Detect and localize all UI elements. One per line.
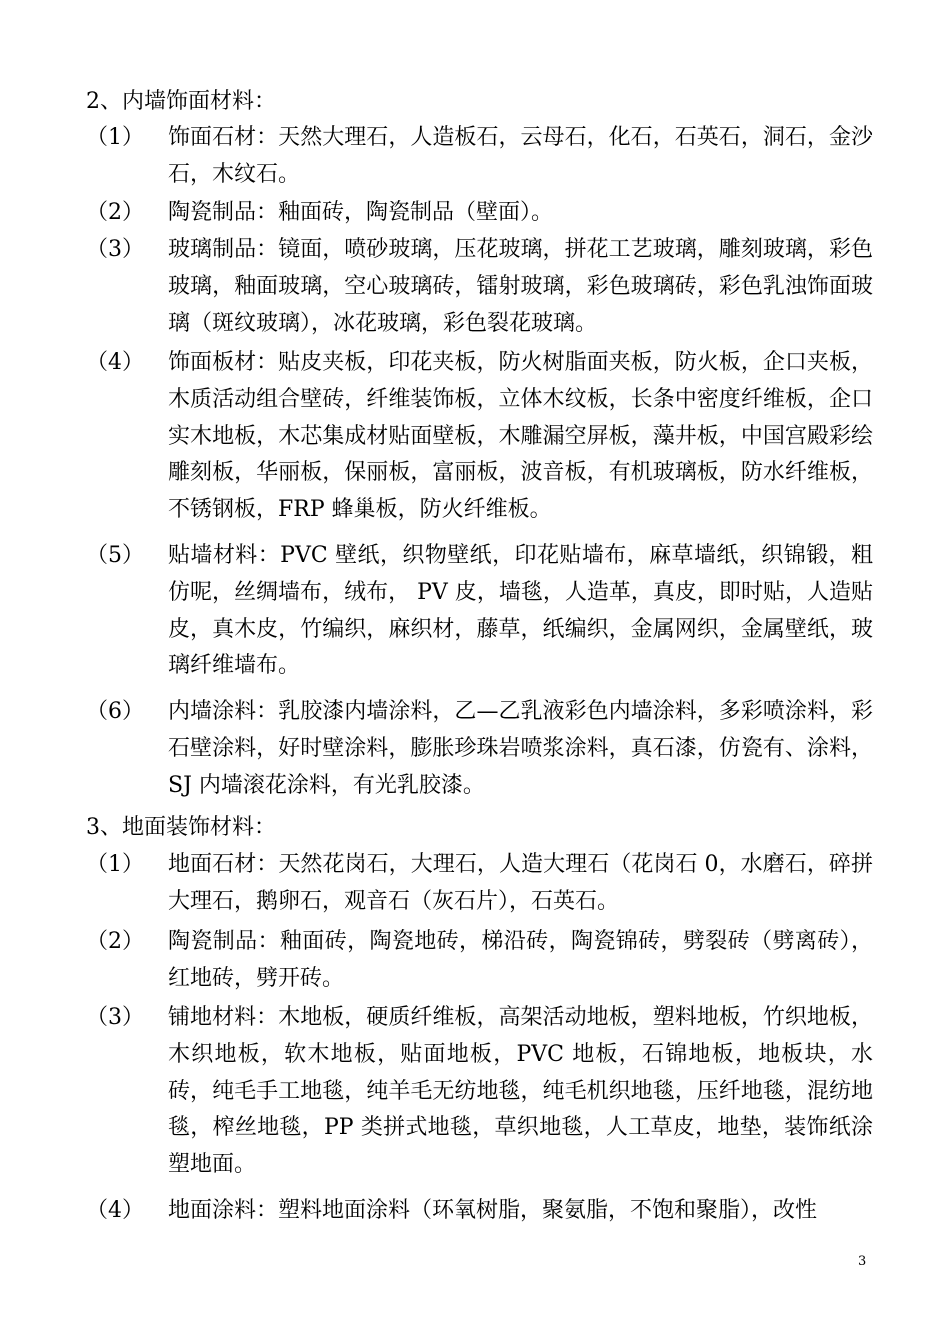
item-number: （1） [86,852,144,877]
item-text: 地面石材：天然花岗石，大理石，人造大理石（花岗石 0，水磨石，碎拼大理石，鹅卵石，观音石（灰石片），石英石。 [168,852,873,914]
item-number: （2） [86,200,144,225]
item-text: 饰面石材：天然大理石，人造板石，云母石，化石，石英石，洞石，金沙石，木纹石。 [168,125,873,187]
item-number: （3） [86,237,144,262]
section-heading-interior-wall: 2、内墙饰面材料： [86,89,276,114]
item-text: 陶瓷制品：釉面砖，陶瓷地砖，梯沿砖，陶瓷锦砖，劈裂砖（劈离砖），红地砖，劈开砖。 [168,929,873,991]
item-number: （1） [86,125,144,150]
item-text: 地面涂料：塑料地面涂料（环氧树脂，聚氨脂，不饱和聚脂），改性 [168,1198,818,1223]
item-number: （3） [86,1005,144,1030]
item-number: （4） [86,350,144,375]
item-number: （5） [86,543,144,568]
section-heading-floor: 3、地面装饰材料： [86,815,276,840]
item-number: （2） [86,929,144,954]
item-text: 陶瓷制品：釉面砖，陶瓷制品（壁面）。 [168,200,554,225]
item-text: 铺地材料：木地板，硬质纤维板，高架活动地板，塑料地板，竹织地板，木织地板，软木地板，贴面地板，PVC 地板，石锦地板，地板块，水砖，纯毛手工地毯，纯羊毛无纺地毯，纯毛机织地毯，压纤地毯，混纺地毯，榨丝地毯，PP 类拼式地毯，草织地毯，人工草皮，地垫，装饰纸涂塑地面。 [168,1005,873,1178]
item-number: （6） [86,699,144,724]
page-number: 3 [858,1254,867,1269]
item-text: 贴墙材料：PVC 壁纸，织物壁纸，印花贴墙布，麻草墙纸，织锦锻，粗仿呢，丝绸墙布，绒布， PV 皮，墙毯，人造革，真皮，即时贴，人造贴皮，真木皮，竹编织，麻织材，藤草，纸编织，金属网织，金属壁纸，玻璃纤维墙布。 [168,543,873,679]
item-number: （4） [86,1198,144,1223]
item-text: 玻璃制品：镜面，喷砂玻璃，压花玻璃，拼花工艺玻璃，雕刻玻璃，彩色玻璃，釉面玻璃，空心玻璃砖，镭射玻璃，彩色玻璃砖，彩色乳浊饰面玻璃（斑纹玻璃），冰花玻璃，彩色裂花玻璃。 [168,237,873,336]
item-text: 内墙涂料：乳胶漆内墙涂料，乙—乙乳液彩色内墙涂料，多彩喷涂料，彩石壁涂料，好时壁涂料，膨胀珍珠岩喷浆涂料，真石漆，仿瓷有、涂料，SJ 内墙滚花涂料，有光乳胶漆。 [168,699,873,798]
item-text: 饰面板材：贴皮夹板，印花夹板，防火树脂面夹板，防火板，企口夹板，木质活动组合壁砖，纤维装饰板，立体木纹板，长条中密度纤维板，企口实木地板，木芯集成材贴面壁板，木雕漏空屏板，藻井板，中国宫殿彩绘雕刻板，华丽板，保丽板，富丽板，波音板，有机玻璃板，防水纤维板，不锈钢板，FRP 蜂巢板，防火纤维板。 [168,350,873,523]
